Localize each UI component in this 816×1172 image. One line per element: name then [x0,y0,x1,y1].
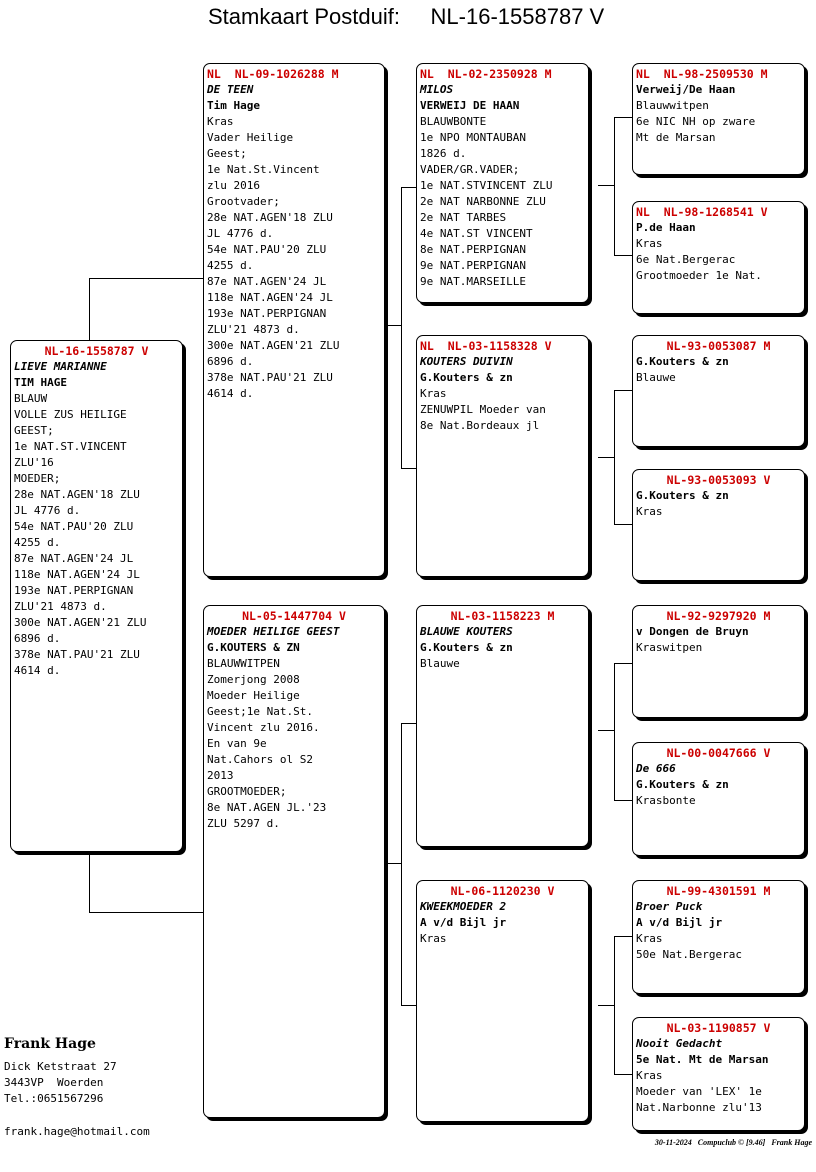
pigeon-detail-line: Kraswitpen [636,641,703,654]
pigeon-detail-line: Geest; [207,147,247,160]
connector [614,800,632,801]
connector [401,723,402,1006]
pigeon-detail-line: 2013 [207,769,234,782]
pigeon-detail-line: Grootmoeder 1e Nat. [636,269,762,282]
connector [614,390,632,391]
connector [614,663,632,664]
breeder-name: Frank Hage [4,1036,96,1052]
pigeon-details [14,391,182,679]
pigeon-owner: P.de Haan [636,221,696,234]
pigeon-detail-line: 8e Nat.Bordeaux jl [420,419,540,432]
pigeon-card-mff[interactable] [632,605,805,718]
pigeon-owner: G.Kouters & zn [420,371,513,384]
pigeon-name: KOUTERS DUIVIN [420,355,513,368]
pigeon-detail-line: 118e NAT.AGEN'24 JL [207,291,333,304]
pigeon-owner: G.KOUTERS & ZN [207,641,300,654]
pigeon-detail-line: 8e NAT.PERPIGNAN [420,243,526,256]
pigeon-detail-line: 6896 d. [14,632,61,645]
breeder-city: 3443VP Woerden [4,1076,104,1089]
pigeon-name: Nooit Gedacht [636,1037,723,1050]
pigeon-detail-line: 9e NAT.MARSEILLE [420,275,526,288]
print-footer: 30-11-2024 Compuclub © [9.46] Frank Hage [654,1138,812,1147]
pigeon-card-mmf[interactable] [632,880,805,994]
pigeon-detail-line: 4e NAT.ST VINCENT [420,227,533,240]
pigeon-name: BLAUWE KOUTERS [420,625,513,638]
ring-number: NL-00-0047666 V [666,746,771,760]
ring-number: NL-06-1120230 V [450,884,555,898]
pigeon-detail-line: ZENUWPIL Moeder van [420,403,546,416]
connector [598,1005,614,1006]
ring-number: NL-03-1158223 M [450,609,555,623]
pigeon-name: LIEVE MARIANNE [14,360,107,373]
connector [401,1005,417,1006]
pigeon-detail-line: 54e NAT.PAU'20 ZLU [14,520,134,533]
connector [401,468,417,469]
pigeon-detail-line: Nat.Narbonne zlu'13 [636,1101,762,1114]
pigeon-detail-line: Moeder Heilige [207,689,300,702]
pigeon-detail-line: GEEST; [14,424,54,437]
pigeon-detail-line: VADER/GR.VADER; [420,163,520,176]
pigeon-detail-line: 118e NAT.AGEN'24 JL [14,568,140,581]
connector [386,863,402,864]
pigeon-card-fmm[interactable] [632,469,805,581]
pigeon-details [420,386,588,434]
page-title: Stamkaart Postduif: NL-16-1558787 V [208,4,605,29]
pigeon-card-fmf[interactable] [632,335,805,447]
pigeon-name: De 666 [636,762,676,775]
pigeon-details [636,793,804,809]
pigeon-details [636,98,804,146]
pigeon-detail-line: Kras [207,115,234,128]
pigeon-details [207,114,384,402]
pigeon-detail-line: 1826 d. [420,147,467,160]
connector [614,117,632,118]
pigeon-detail-line: 6e NIC NH op zware [636,115,756,128]
pigeon-details [636,640,804,656]
pigeon-owner: A v/d Bijl jr [636,916,723,929]
pigeon-details [420,656,588,672]
pigeon-detail-line: 6e Nat.Bergerac [636,253,736,266]
pigeon-detail-line: 2e NAT NARBONNE ZLU [420,195,546,208]
pigeon-detail-line: BLAUW [14,392,48,405]
pigeon-detail-line: Vincent zlu 2016. [207,721,320,734]
pigeon-detail-line: 4255 d. [14,536,61,549]
connector [614,663,615,801]
connector [614,117,615,256]
pigeon-detail-line: Blauwe [636,371,676,384]
connector [598,457,614,458]
pigeon-detail-line: BLAUWWITPEN [207,657,280,670]
pigeon-detail-line: JL 4776 d. [207,227,274,240]
pigeon-card-mmm[interactable] [632,1017,805,1131]
pigeon-detail-line: 28e NAT.AGEN'18 ZLU [207,211,333,224]
pigeon-owner: VERWEIJ DE HAAN [420,99,520,112]
pigeon-detail-line: ZLU'16 [14,456,54,469]
pigeon-details [636,236,804,284]
connector [89,278,204,279]
pigeon-detail-line: BLAUWBONTE [420,115,487,128]
pigeon-detail-line: 4614 d. [207,387,254,400]
pigeon-detail-line: MOEDER; [14,472,61,485]
pigeon-detail-line: Mt de Marsan [636,131,716,144]
pigeon-detail-line: Kras [420,387,447,400]
pigeon-detail-line: Kras [420,932,447,945]
pigeon-card-mm[interactable] [416,880,589,1122]
pigeon-detail-line: ZLU'21 4873 d. [14,600,107,613]
connector [614,524,632,525]
ring-number: NL-99-4301591 M [666,884,771,898]
ring-number: NL-93-0053087 M [666,339,771,353]
pigeon-owner: TIM HAGE [14,376,67,389]
pigeon-card-subject[interactable] [10,340,183,852]
pigeon-details [420,114,588,290]
connector [614,936,632,937]
connector [89,278,90,341]
pigeon-detail-line: Kras [636,237,663,250]
connector [89,853,90,913]
pigeon-name: Broer Puck [636,900,703,913]
pigeon-detail-line: Kras [636,505,663,518]
pigeon-detail-line: 4255 d. [207,259,254,272]
pigeon-owner: v Dongen de Bruyn [636,625,749,638]
pigeon-detail-line: 6896 d. [207,355,254,368]
pigeon-detail-line: Nat.Cahors ol S2 [207,753,313,766]
pigeon-details [207,656,384,832]
connector [614,936,615,1075]
pigeon-owner: Verweij/De Haan [636,83,736,96]
pigeon-card-ff[interactable] [416,63,589,303]
pigeon-detail-line: 1e NPO MONTAUBAN [420,131,526,144]
pigeon-detail-line: 1e NAT.STVINCENT ZLU [420,179,553,192]
connector [401,187,417,188]
pigeon-detail-line: Kras [636,1069,663,1082]
pigeon-detail-line: 28e NAT.AGEN'18 ZLU [14,488,140,501]
connector [401,723,417,724]
pigeon-detail-line: 87e NAT.AGEN'24 JL [207,275,327,288]
pigeon-details [636,370,804,386]
pigeon-owner: 5e Nat. Mt de Marsan [636,1053,769,1066]
pigeon-detail-line: Vader Heilige [207,131,294,144]
connector [598,185,614,186]
connector [598,730,614,731]
pigeon-detail-line: 1e Nat.St.Vincent [207,163,320,176]
pigeon-detail-line: zlu 2016 [207,179,260,192]
pigeon-detail-line: Krasbonte [636,794,696,807]
pigeon-detail-line: Kras [636,932,663,945]
pigeon-name: MILOS [420,83,454,96]
pigeon-card-ffm[interactable] [632,201,805,314]
pigeon-detail-line: Grootvader; [207,195,280,208]
connector [614,255,632,256]
ring-number: NL NL-98-2509530 M [636,67,768,81]
pigeon-owner: G.Kouters & zn [420,641,513,654]
pigeon-details [420,931,588,947]
ring-number: NL NL-03-1158328 V [420,339,552,353]
pigeon-card-fff[interactable] [632,63,805,175]
pigeon-detail-line: JL 4776 d. [14,504,81,517]
pigeon-detail-line: Blauwwitpen [636,99,709,112]
pigeon-card-mfm[interactable] [632,742,805,856]
pigeon-card-fm[interactable] [416,335,589,577]
pigeon-detail-line: 8e NAT.AGEN JL.'23 [207,801,327,814]
pigeon-detail-line: 378e NAT.PAU'21 ZLU [207,371,333,384]
pigeon-detail-line: 4614 d. [14,664,61,677]
pigeon-detail-line: ZLU 5297 d. [207,817,280,830]
ring-number: NL-16-1558787 V [44,344,149,358]
connector [614,1074,632,1075]
pigeon-owner: G.Kouters & zn [636,489,729,502]
ring-number: NL NL-09-1026288 M [207,67,339,81]
pigeon-detail-line: 300e NAT.AGEN'21 ZLU [207,339,340,352]
breeder-phone: Tel.:0651567296 [4,1092,104,1105]
pigeon-details [636,504,804,520]
pigeon-detail-line: VOLLE ZUS HEILIGE [14,408,127,421]
pigeon-card-mf[interactable] [416,605,589,847]
connector [386,325,402,326]
connector [614,390,615,525]
pigeon-details [636,1068,804,1116]
pigeon-detail-line: 193e NAT.PERPIGNAN [207,307,327,320]
ring-number: NL-03-1190857 V [666,1021,771,1035]
pigeon-detail-line: 1e NAT.ST.VINCENT [14,440,127,453]
ring-number: NL-92-9297920 M [666,609,771,623]
ring-number: NL NL-98-1268541 V [636,205,768,219]
ring-number: NL-05-1447704 V [242,609,346,623]
breeder-street: Dick Ketstraat 27 [4,1060,117,1073]
pigeon-card-mother[interactable] [203,605,385,1118]
pigeon-details [636,931,804,963]
pigeon-detail-line: Moeder van 'LEX' 1e [636,1085,762,1098]
pigeon-detail-line: 193e NAT.PERPIGNAN [14,584,134,597]
pigeon-owner: A v/d Bijl jr [420,916,507,929]
pigeon-detail-line: En van 9e [207,737,267,750]
pigeon-detail-line: 300e NAT.AGEN'21 ZLU [14,616,147,629]
pigeon-name: MOEDER HEILIGE GEEST [207,625,340,638]
pigeon-detail-line: Zomerjong 2008 [207,673,300,686]
pigeon-owner: Tim Hage [207,99,260,112]
pigeon-detail-line: 378e NAT.PAU'21 ZLU [14,648,140,661]
pigeon-owner: G.Kouters & zn [636,355,729,368]
pigeon-detail-line: 50e Nat.Bergerac [636,948,742,961]
pigeon-detail-line: 2e NAT TARBES [420,211,507,224]
connector [89,912,204,913]
pigeon-detail-line: 9e NAT.PERPIGNAN [420,259,526,272]
pigeon-detail-line: 54e NAT.PAU'20 ZLU [207,243,327,256]
ring-number: NL-93-0053093 V [666,473,771,487]
pigeon-name: DE TEEN [207,83,254,96]
pigeon-name: KWEEKMOEDER 2 [420,900,507,913]
connector [401,187,402,469]
pigeon-detail-line: Blauwe [420,657,460,670]
pigeon-detail-line: Geest;1e Nat.St. [207,705,313,718]
breeder-email[interactable]: frank.hage@hotmail.com [4,1125,150,1138]
pigeon-detail-line: ZLU'21 4873 d. [207,323,300,336]
pigeon-detail-line: GROOTMOEDER; [207,785,287,798]
pigeon-owner: G.Kouters & zn [636,778,729,791]
ring-number: NL NL-02-2350928 M [420,67,552,81]
pigeon-detail-line: 87e NAT.AGEN'24 JL [14,552,134,565]
pigeon-card-father[interactable] [203,63,385,577]
